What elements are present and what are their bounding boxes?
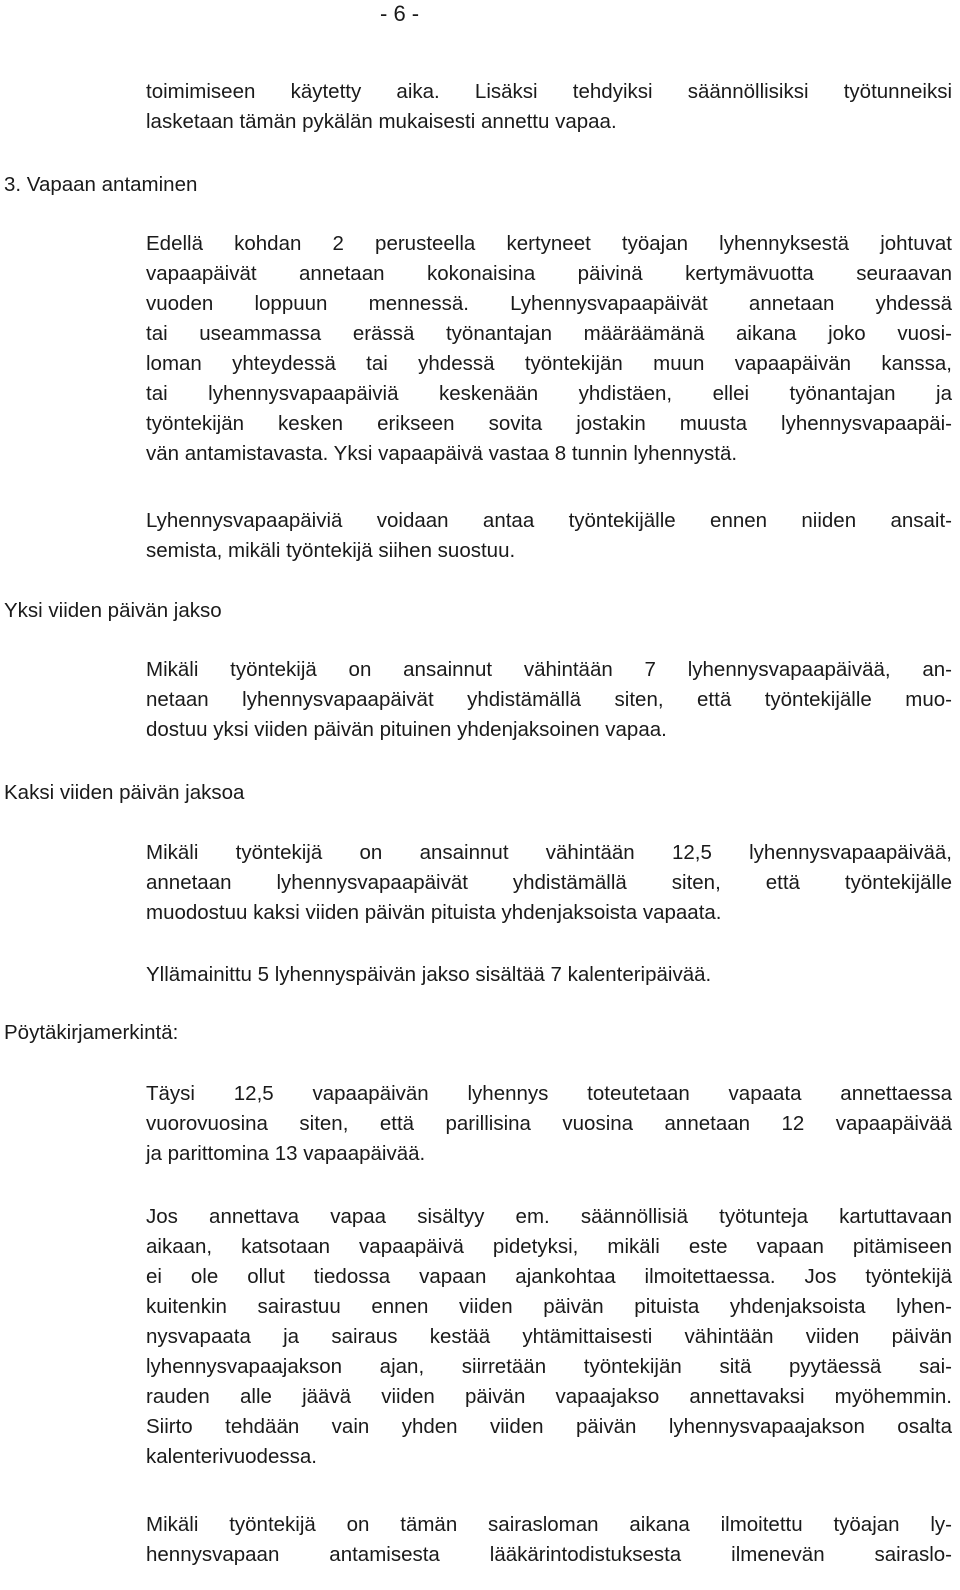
vapaan-antaminen-paragraph-1 (146, 229, 952, 469)
vapaan-antaminen-paragraph-2 (146, 506, 952, 566)
poytakirjamerkinta-paragraph-2 (146, 1202, 952, 1472)
poytakirjamerkinta-paragraph-1 (146, 1079, 952, 1169)
text-line: nysvapaata ja sairaus kestää yhtämittaisesti vähintään viiden päivän (146, 1325, 952, 1348)
kaksi-jaksoa-paragraph-2 (146, 960, 952, 990)
text-line: hennysvapaan antamisesta lääkärintodistuksesta ilmenevän sairaslo- (146, 1543, 952, 1566)
text-line: vuorovuosina siten, että parillisina vuosina annetaan 12 vapaapäivää (146, 1112, 952, 1135)
text-line: ja parittomina 13 vapaapäivää. (146, 1142, 426, 1165)
text-line: Lyhennysvapaapäiviä voidaan antaa työntekijälle ennen niiden ansait- (146, 509, 952, 532)
text-line: lasketaan tämän pykälän mukaisesti annettu vapaa. (146, 110, 617, 133)
text-line: semista, mikäli työntekijä siihen suostuu. (146, 539, 516, 562)
text-line: annetaan lyhennysvapaapäivät yhdistämällä siten, että työntekijälle (146, 871, 952, 894)
text-line: vapaapäivät annetaan kokonaisina päivinä kertymävuotta seuraavan (146, 262, 952, 285)
text-line: Yllämainittu 5 lyhennyspäivän jakso sisältää 7 kalenteripäivää. (146, 963, 712, 986)
poytakirjamerkinta-paragraph-3 (146, 1510, 952, 1570)
text-line: kuitenkin sairastuu ennen viiden päivän pituista yhdenjaksoista lyhen- (146, 1295, 952, 1318)
text-line: loman yhteydessä tai yhdessä työntekijän muun vapaapäivän kanssa, (146, 352, 952, 375)
text-line: työntekijän kesken erikseen sovita jostakin muusta lyhennysvapaapäi- (146, 412, 952, 435)
text-line: toimimiseen käytetty aika. Lisäksi tehdyiksi säännöllisiksi työtunneiksi (146, 80, 952, 103)
text-line: ei ole ollut tiedossa vapaan ajankohtaa ilmoitettaessa. Jos työntekijä (146, 1265, 952, 1288)
text-line: kalenterivuodessa. (146, 1445, 317, 1468)
text-line: rauden alle jäävä viiden päivän vapaajakso annettavaksi myöhemmin. (146, 1385, 952, 1408)
text-line: Mikäli työntekijä on tämän sairasloman aikana ilmoitettu työajan ly- (146, 1513, 952, 1536)
kaksi-jaksoa-paragraph-1 (146, 838, 952, 928)
text-line: Edellä kohdan 2 perusteella kertyneet työajan lyhennyksestä johtuvat (146, 232, 952, 255)
yksi-jakso-paragraph (146, 655, 952, 745)
intro-paragraph (146, 77, 952, 137)
text-line: tai useammassa erässä työnantajan määräämänä aikana joko vuosi- (146, 322, 952, 345)
section-heading-poytakirjamerkinta: Pöytäkirjamerkintä: (4, 1021, 179, 1044)
text-line: Mikäli työntekijä on ansainnut vähintään 12,5 lyhennysvapaapäivää, (146, 841, 952, 864)
text-line: Täysi 12,5 vapaapäivän lyhennys toteutetaan vapaata annettaessa (146, 1082, 952, 1105)
text-line: dostuu yksi viiden päivän pituinen yhdenjaksoinen vapaa. (146, 718, 667, 741)
page-number: - 6 - (380, 1, 420, 26)
text-line: Jos annettava vapaa sisältyy em. säännöllisiä työtunteja kartuttavaan (146, 1205, 952, 1228)
text-line: Siirto tehdään vain yhden viiden päivän lyhennysvapaajakson osalta (146, 1415, 952, 1438)
section-heading-vapaan-antaminen: 3. Vapaan antaminen (4, 173, 198, 196)
text-line: muodostuu kaksi viiden päivän pituista yhdenjaksoista vapaata. (146, 901, 722, 924)
text-line: vän antamistavasta. Yksi vapaapäivä vastaa 8 tunnin lyhennystä. (146, 442, 738, 465)
text-line: lyhennysvapaajakson ajan, siirretään työntekijän sitä pyytäessä sai- (146, 1355, 952, 1378)
text-line: netaan lyhennysvapaapäivät yhdistämällä siten, että työntekijälle muo- (146, 688, 952, 711)
section-heading-kaksi-jaksoa: Kaksi viiden päivän jaksoa (4, 781, 245, 804)
text-line: Mikäli työntekijä on ansainnut vähintään 7 lyhennysvapaapäivää, an- (146, 658, 952, 681)
text-line: vuoden loppuun mennessä. Lyhennysvapaapäivät annetaan yhdessä (146, 292, 952, 315)
section-heading-yksi-jakso: Yksi viiden päivän jakso (4, 599, 222, 622)
text-line: tai lyhennysvapaapäiviä keskenään yhdistäen, ellei työnantajan ja (146, 382, 952, 405)
text-line: aikaan, katsotaan vapaapäivä pidetyksi, mikäli este vapaan pitämiseen (146, 1235, 952, 1258)
